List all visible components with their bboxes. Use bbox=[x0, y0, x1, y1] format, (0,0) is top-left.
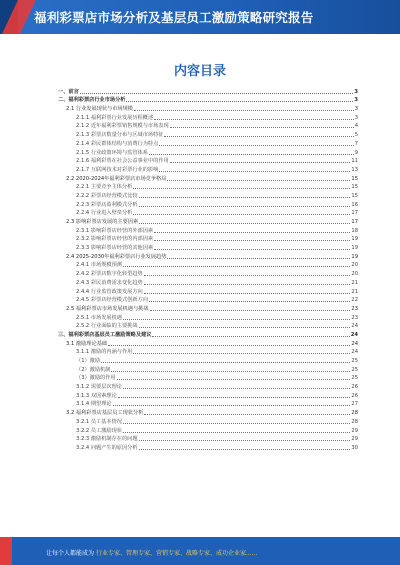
footer-red-block bbox=[0, 537, 12, 565]
toc-entry[interactable] bbox=[58, 86, 358, 95]
toc-entry-page: 26 bbox=[351, 384, 358, 391]
toc-entry[interactable] bbox=[58, 286, 358, 295]
toc-leader-dots bbox=[108, 345, 350, 346]
toc-leader-dots bbox=[123, 423, 350, 424]
toc-leader-dots bbox=[133, 353, 350, 354]
toc-entry-page: 19 bbox=[351, 236, 358, 243]
toc-entry[interactable] bbox=[58, 121, 358, 130]
toc-entry[interactable] bbox=[58, 407, 358, 416]
toc-entry-title: 2.2.3 彩票店盈利模式分析 bbox=[76, 201, 138, 208]
toc-entry-title: 2.5.2 行业面临的主要挑战 bbox=[76, 323, 138, 330]
toc-entry-title: 2.1.3 彩票店数量分布与区域市场特征 bbox=[76, 132, 164, 139]
toc-entry-page: 18 bbox=[351, 227, 358, 234]
toc-leader-dots bbox=[139, 449, 351, 450]
toc-entry-page: 30 bbox=[351, 444, 358, 451]
toc-entry-title: 3.2.3 激励机制存在的问题 bbox=[76, 436, 138, 443]
toc-entry[interactable] bbox=[58, 225, 358, 234]
toc-entry-title: 2.1.2 近年福利彩票销售规模与市场表现 bbox=[76, 123, 169, 130]
toc-entry-page: 24 bbox=[351, 349, 358, 356]
toc-entry[interactable] bbox=[58, 112, 358, 121]
toc-entry[interactable] bbox=[58, 303, 358, 312]
toc-entry[interactable] bbox=[58, 216, 358, 225]
toc-entry-page: 3 bbox=[354, 106, 358, 113]
toc-leader-dots bbox=[170, 127, 354, 128]
toc-entry[interactable] bbox=[58, 442, 358, 451]
toc-entry-title: 2.1.7 互联网技术对彩票行业的影响 bbox=[76, 166, 159, 173]
toc-leader-dots bbox=[154, 240, 350, 241]
toc-entry-title: 2.2 2020-2024年福利彩票店市场竞争格局 bbox=[66, 175, 167, 182]
toc-entry[interactable] bbox=[58, 355, 358, 364]
footer-slogan-prefix: 让每个人都能成为 bbox=[46, 550, 95, 557]
toc-entry-page: 25 bbox=[351, 375, 358, 382]
toc-entry-title: 3.2.2 员工激励现状 bbox=[76, 427, 122, 434]
toc-entry-title: 2.1 行业发展现状与市场规模 bbox=[66, 106, 133, 113]
toc-entry-title: 2.1.5 行业政策环境与监管体系 bbox=[76, 149, 148, 156]
toc-entry-title: 2.2.4 行业进入壁垒分析 bbox=[76, 210, 133, 217]
toc-leader-dots bbox=[149, 154, 354, 155]
toc-entry-page: 26 bbox=[351, 392, 358, 399]
toc-entry[interactable] bbox=[58, 164, 358, 173]
toc-entry-title: 3.1 激励理论基础 bbox=[66, 340, 108, 347]
toc-entry-page: 3 bbox=[354, 88, 358, 95]
toc-entry[interactable] bbox=[58, 260, 358, 269]
toc-leader-dots bbox=[149, 301, 350, 302]
toc-entry-title: 3.1.1 激励的内涵与作用 bbox=[76, 349, 133, 356]
toc-entry-title: 2.1.1 福利彩票行业发展历程概述 bbox=[76, 114, 154, 121]
toc-entry-page: 11 bbox=[351, 158, 358, 165]
toc-entry-title: 二、福利彩票店行业市场分析 bbox=[58, 97, 126, 104]
toc-entry-page: 29 bbox=[351, 436, 358, 443]
report-title: 福利彩票店市场分析及基层员工激励策略研究报告 bbox=[34, 10, 314, 25]
toc-entry[interactable] bbox=[58, 347, 358, 356]
toc-entry-page: 9 bbox=[354, 149, 358, 156]
toc-entry-page: 15 bbox=[351, 175, 358, 182]
toc-leader-dots bbox=[164, 136, 353, 137]
toc-entry-title: （3）激励的作用 bbox=[76, 375, 116, 382]
toc-entry-title: 3.1.2 需要层次理论 bbox=[76, 384, 122, 391]
toc-entry[interactable] bbox=[58, 338, 358, 347]
toc-entry[interactable] bbox=[58, 182, 358, 191]
toc-entry[interactable] bbox=[58, 129, 358, 138]
toc-leader-dots bbox=[154, 119, 354, 120]
toc-leader-dots bbox=[133, 188, 350, 189]
toc-leader-dots bbox=[159, 145, 353, 146]
toc-entry-page: 21 bbox=[351, 279, 358, 286]
toc-entry-page: 15 bbox=[351, 192, 358, 199]
toc-entry-title: 3.2 福利彩票店基层员工现状分析 bbox=[66, 410, 144, 417]
toc-entry[interactable] bbox=[58, 321, 358, 330]
page-footer bbox=[0, 537, 400, 565]
table-of-contents bbox=[58, 86, 358, 451]
toc-entry-page: 24 bbox=[350, 331, 358, 338]
toc-entry[interactable] bbox=[58, 251, 358, 260]
toc-entry-title: 2.4.3 彩民消费需求变化趋势 bbox=[76, 279, 143, 286]
toc-leader-dots bbox=[144, 414, 350, 415]
toc-leader-dots bbox=[101, 362, 350, 363]
toc-leader-dots bbox=[144, 284, 351, 285]
toc-leader-dots bbox=[123, 266, 350, 267]
toc-leader-dots bbox=[80, 93, 354, 94]
toc-entry-page: 28 bbox=[351, 410, 358, 417]
toc-entry[interactable] bbox=[58, 434, 358, 443]
toc-entry[interactable] bbox=[58, 190, 358, 199]
toc-leader-dots bbox=[134, 110, 354, 111]
toc-leader-dots bbox=[117, 379, 351, 380]
toc-entry[interactable] bbox=[58, 312, 358, 321]
toc-entry[interactable] bbox=[58, 390, 358, 399]
toc-leader-dots bbox=[167, 180, 350, 181]
toc-entry-title: （2）激励机制 bbox=[76, 366, 111, 373]
toc-entry[interactable] bbox=[58, 95, 358, 104]
toc-entry-page: 22 bbox=[351, 297, 358, 304]
toc-leader-dots bbox=[150, 310, 351, 311]
toc-leader-dots bbox=[123, 388, 350, 389]
toc-entry[interactable] bbox=[58, 242, 358, 251]
toc-entry-page: 20 bbox=[351, 271, 358, 278]
toc-entry[interactable] bbox=[58, 156, 358, 165]
toc-entry-title: 2.3.2 影响彩票店经营的内部因素 bbox=[76, 236, 154, 243]
toc-entry[interactable] bbox=[58, 208, 358, 217]
toc-entry-title: 3.1.3 双因素理论 bbox=[76, 392, 117, 399]
toc-entry[interactable] bbox=[58, 399, 358, 408]
toc-entry[interactable] bbox=[58, 147, 358, 156]
toc-entry-page: 7 bbox=[354, 140, 358, 147]
toc-entry[interactable] bbox=[58, 268, 358, 277]
toc-leader-dots bbox=[126, 101, 353, 102]
toc-entry-title: 2.4.2 彩票店数字化转型趋势 bbox=[76, 271, 143, 278]
toc-leader-dots bbox=[154, 232, 350, 233]
toc-entry-page: 3 bbox=[354, 114, 358, 121]
toc-entry-title: （1）激励 bbox=[76, 358, 101, 364]
toc-entry-page: 16 bbox=[351, 201, 358, 208]
toc-leader-dots bbox=[139, 223, 350, 224]
toc-entry[interactable] bbox=[58, 103, 358, 112]
toc-entry-title: 2.3 影响彩票店发展的主要因素 bbox=[66, 219, 139, 225]
toc-entry-page: 23 bbox=[351, 314, 358, 321]
toc-entry[interactable] bbox=[58, 138, 358, 147]
footer-slogan bbox=[46, 548, 257, 557]
toc-entry-title: 2.4.5 彩票店经营模式创新方向 bbox=[76, 297, 148, 304]
toc-entry-title: 三、福利彩票店基层员工激励策略及建议 bbox=[58, 331, 152, 338]
toc-entry-page: 28 bbox=[351, 418, 358, 425]
toc-leader-dots bbox=[159, 171, 350, 172]
toc-leader-dots bbox=[139, 327, 351, 328]
toc-entry-page: 25 bbox=[351, 358, 358, 364]
toc-entry-page: 24 bbox=[351, 323, 358, 330]
toc-entry-title: 2.4.1 市场规模预测 bbox=[76, 262, 122, 269]
toc-entry-page: 23 bbox=[351, 305, 358, 312]
toc-leader-dots bbox=[139, 440, 351, 441]
toc-entry[interactable] bbox=[58, 295, 358, 304]
toc-entry[interactable] bbox=[58, 277, 358, 286]
toc-entry-title: 2.5.1 市场发展机遇 bbox=[76, 314, 122, 321]
toc-entry-page: 17 bbox=[351, 210, 358, 217]
toc-leader-dots bbox=[113, 405, 351, 406]
toc-entry-page: 29 bbox=[351, 427, 358, 434]
toc-leader-dots bbox=[118, 397, 351, 398]
toc-entry-page: 15 bbox=[351, 184, 358, 191]
toc-entry[interactable] bbox=[58, 364, 358, 373]
toc-entry-title: 2.1.6 福利彩票在社会公益事业中的作用 bbox=[76, 158, 169, 165]
toc-entry-title: 2.1.4 彩民群体结构与消费行为特点 bbox=[76, 140, 159, 147]
toc-entry-page: 4 bbox=[354, 123, 358, 130]
toc-leader-dots bbox=[111, 371, 350, 372]
toc-leader-dots bbox=[170, 162, 351, 163]
toc-entry-page: 19 bbox=[351, 253, 358, 260]
toc-leader-dots bbox=[152, 336, 349, 337]
toc-leader-dots bbox=[123, 319, 350, 320]
toc-entry[interactable] bbox=[58, 381, 358, 390]
toc-entry[interactable] bbox=[58, 173, 358, 182]
toc-entry-title: 2.4.4 行业监管政策发展方向 bbox=[76, 288, 143, 295]
footer-slogan-highlight: 行业专家、管理专家、营销专家、战略专家、成功企业家...... bbox=[95, 550, 258, 557]
toc-entry-title: 2.5 福利彩票店市场发展机遇与挑战 bbox=[66, 305, 149, 312]
toc-entry-title: 2.4 2025-2030年福利彩票店行业发展趋势 bbox=[66, 253, 167, 260]
toc-entry-title: 一、前言 bbox=[58, 88, 79, 95]
toc-entry-page: 5 bbox=[354, 132, 358, 139]
toc-entry[interactable] bbox=[58, 234, 358, 243]
toc-entry[interactable] bbox=[58, 199, 358, 208]
toc-entry[interactable] bbox=[58, 425, 358, 434]
toc-entry-page: 25 bbox=[351, 366, 358, 373]
toc-leader-dots bbox=[167, 258, 350, 259]
toc-entry[interactable] bbox=[58, 416, 358, 425]
toc-entry-page: 3 bbox=[354, 97, 358, 104]
report-header bbox=[0, 0, 400, 34]
toc-entry-title: 2.3.1 影响彩票店经营的外部因素 bbox=[76, 227, 154, 234]
toc-title: 内容目录 bbox=[173, 64, 226, 79]
toc-leader-dots bbox=[133, 214, 350, 215]
toc-entry[interactable] bbox=[58, 329, 358, 338]
toc-entry-title: 2.3.3 影响彩票店经营的其他因素 bbox=[76, 245, 154, 252]
toc-entry-page: 13 bbox=[351, 166, 358, 173]
toc-entry-title: 2.2.2 彩票店经营模式比较 bbox=[76, 192, 138, 199]
toc-entry-page: 19 bbox=[351, 245, 358, 252]
toc-leader-dots bbox=[154, 249, 350, 250]
toc-entry-page: 21 bbox=[351, 288, 358, 295]
toc-leader-dots bbox=[139, 206, 351, 207]
toc-entry-page: 27 bbox=[351, 401, 358, 408]
toc-entry-page: 24 bbox=[351, 340, 358, 347]
toc-entry-page: 20 bbox=[351, 262, 358, 269]
toc-entry-title: 2.2.1 主要竞争主体分析 bbox=[76, 184, 133, 191]
toc-entry[interactable] bbox=[58, 373, 358, 382]
toc-entry-title: 3.2.1 员工基本情况 bbox=[76, 418, 122, 425]
toc-leader-dots bbox=[144, 275, 351, 276]
toc-leader-dots bbox=[144, 293, 351, 294]
toc-leader-dots bbox=[123, 432, 350, 433]
toc-leader-dots bbox=[139, 197, 351, 198]
toc-entry-title: 3.2.4 问题产生的原因分析 bbox=[76, 444, 138, 451]
toc-entry-page: 17 bbox=[351, 219, 358, 225]
toc-entry-title: 3.1.4 期望理论 bbox=[76, 401, 112, 408]
